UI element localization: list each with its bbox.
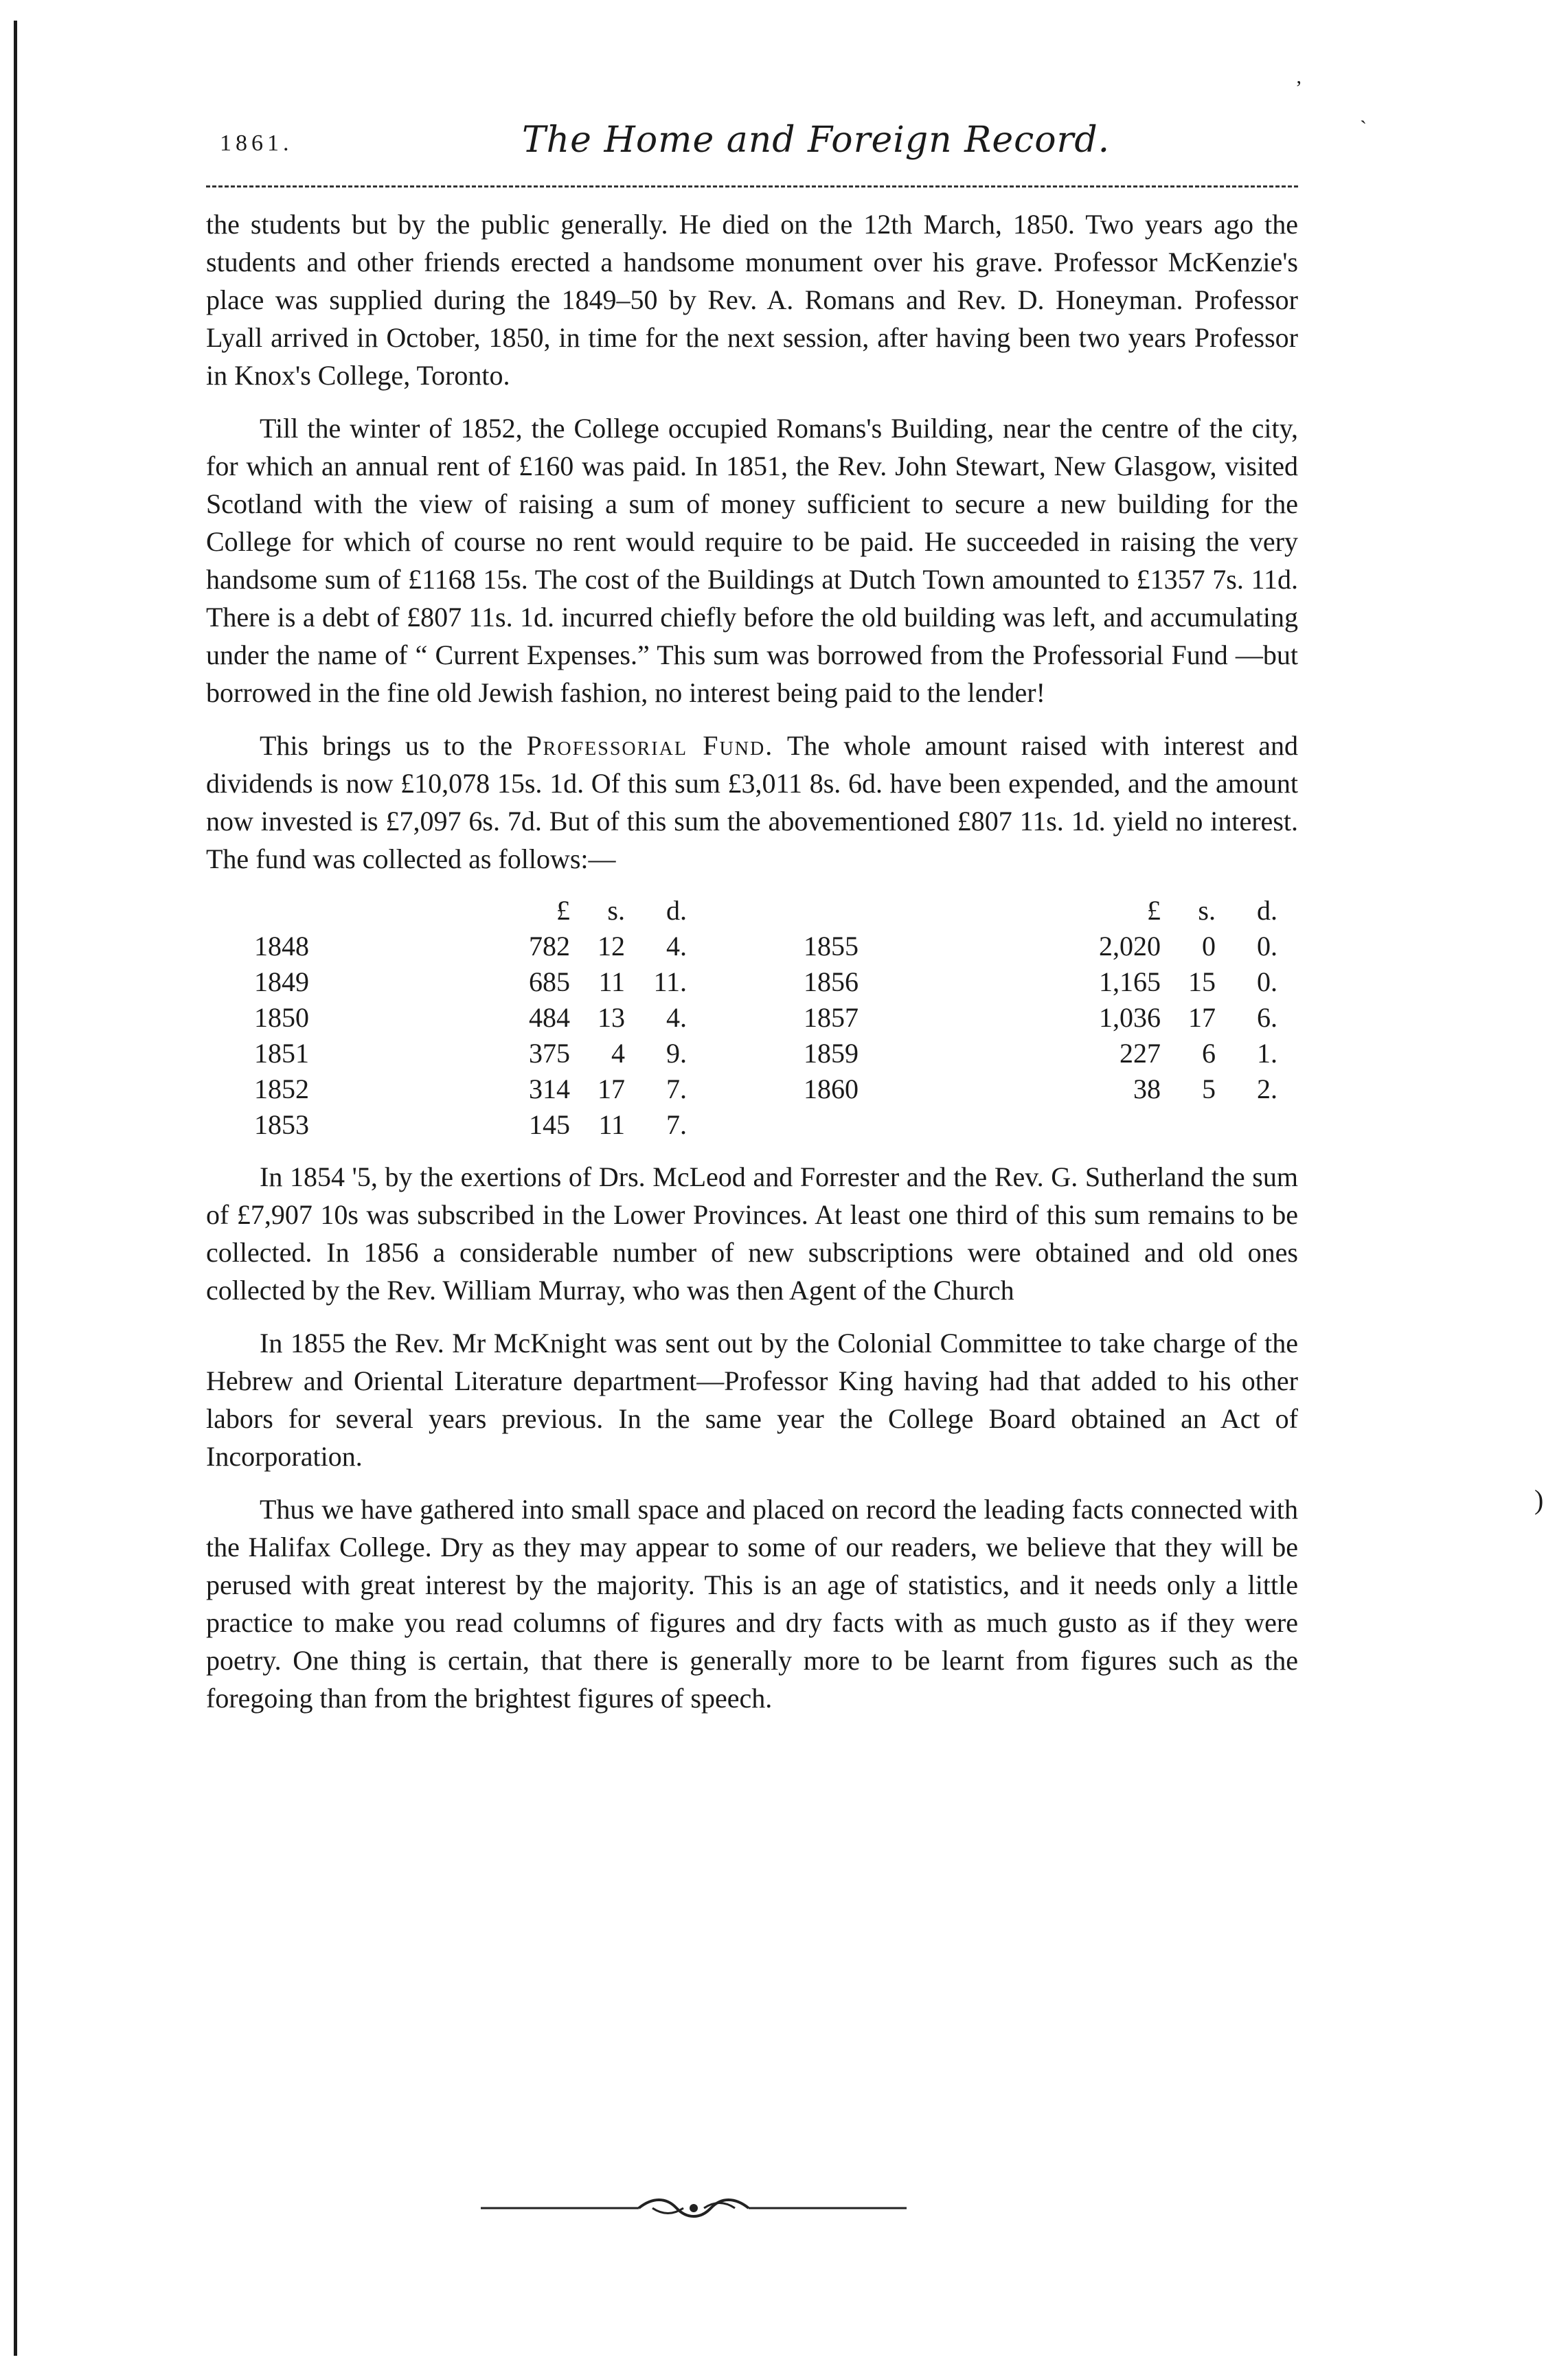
paragraph-6: Thus we have gathered into small space and placed on record the leading facts connected with the Halifax College. Dry as they may appear to some of our readers, we believe that they will be perused with great interest by the majority. This is an age of statistics, and it needs only a little practice to make you read columns of figures and dry facts with as much gusto as if they were poetry. One thing is certain, that there is generally more to be learnt from figures such as the foregoing than from the brightest figures of speech.: [206, 1494, 1298, 1714]
shillings-cell: 11: [598, 1109, 625, 1140]
year-cell: 1856: [804, 966, 859, 997]
year-cell: 1853: [254, 1109, 309, 1140]
pounds-cell: 375: [529, 1038, 570, 1069]
document-page: [206, 117, 1298, 1732]
shillings-cell: 17: [1188, 1002, 1216, 1033]
pence-header: d.: [1257, 895, 1277, 926]
pounds-cell: 1,165: [1099, 966, 1161, 997]
stray-mark: ): [1534, 1484, 1544, 1515]
pounds-header: £: [1147, 895, 1161, 926]
pounds-cell: 685: [529, 966, 570, 997]
pence-cell: 7.: [666, 1109, 687, 1140]
scan-edge-line: [14, 21, 17, 2356]
pounds-cell: 145: [529, 1109, 570, 1140]
paragraph-3: [206, 727, 1298, 878]
fund-table-row: [206, 1107, 728, 1143]
stray-mark: ˋ: [1360, 117, 1367, 139]
pounds-header: £: [556, 895, 570, 926]
pence-cell: 4.: [666, 931, 687, 962]
fund-table-row: [776, 964, 1298, 1000]
paragraph-2: Till the winter of 1852, the College occupied Romans's Building, near the centre of the city, for which an annual rent of £160 was paid. In 1851, the Rev. John Stewart, New Glasgow, visited Scotland with the view of raising a sum of money sufficient to secure a new building for the College for which of course no rent would require to be paid. He succeeded in raising the very handsome sum of £1168 15s. The cost of the Buildings at Dutch Town amounted to £1357 7s. 11d. There is a debt of £807 11s. 1d. incurred chiefly before the old building was left, and accumulating under the name of “ Current Expenses.” This sum was borrowed from the Professorial Fund —but borrowed in the fine old Jewish fashion, no interest being paid to the lender!: [206, 413, 1298, 708]
year-cell: 1849: [254, 966, 309, 997]
fund-table-row: [206, 964, 728, 1000]
shillings-header: s.: [1198, 895, 1216, 926]
pence-cell: 0.: [1257, 931, 1277, 962]
shillings-cell: 12: [598, 931, 625, 962]
pence-cell: 4.: [666, 1002, 687, 1033]
shillings-cell: 17: [598, 1073, 625, 1104]
fund-table-left-column: [206, 893, 728, 1143]
shillings-cell: 15: [1188, 966, 1216, 997]
fund-table-row: [206, 1036, 728, 1071]
pence-cell: 6.: [1257, 1002, 1277, 1033]
pounds-cell: 2,020: [1099, 931, 1161, 962]
year-header: [206, 893, 426, 929]
fund-table-row: [776, 929, 1298, 964]
year-cell: 1850: [254, 1002, 309, 1033]
running-head: [206, 117, 1298, 172]
header-rule: [206, 185, 1298, 188]
year-cell: 1852: [254, 1073, 309, 1104]
paragraph-5: In 1855 the Rev. Mr McKnight was sent out by the Colonial Committee to take charge of the Hebrew and Oriental Literature department—Professor King having had that added to his other labors for several years previous. In the same year the College Board obtained an Act of Incorporation.: [206, 1328, 1298, 1472]
stray-mark: ʼ: [1295, 77, 1302, 100]
fund-table-row: [776, 1036, 1298, 1071]
shillings-cell: 0: [1202, 931, 1216, 962]
fund-table-row: [206, 929, 728, 964]
running-title: The Home and Foreign Record.: [522, 120, 1111, 161]
fund-table-header: [206, 893, 728, 929]
pence-cell: 2.: [1257, 1073, 1277, 1104]
pence-cell: 9.: [666, 1038, 687, 1069]
paragraph-3-lead: This brings us to the: [260, 730, 527, 761]
shillings-cell: 13: [598, 1002, 625, 1033]
fund-table: [206, 893, 1298, 1143]
pounds-cell: 227: [1120, 1038, 1161, 1069]
pounds-cell: 782: [529, 931, 570, 962]
fund-table-right-column: [776, 893, 1298, 1143]
pounds-cell: 38: [1133, 1073, 1161, 1104]
year-cell: 1851: [254, 1038, 309, 1069]
year-cell: 1857: [804, 1002, 859, 1033]
pounds-cell: 1,036: [1099, 1002, 1161, 1033]
pounds-cell: 314: [529, 1073, 570, 1104]
professorial-fund-heading: Professorial Fund.: [526, 730, 774, 761]
pounds-cell: 484: [529, 1002, 570, 1033]
shillings-cell: 4: [611, 1038, 625, 1069]
paragraph-1: the students but by the public generally. He died on the 12th March, 1850. Two years ago the students and other friends erected a handsome monument over his grave. Professor McKenzie's place was supplied during the 1849–50 by Rev. A. Romans and Rev. D. Honeyman. Professor Lyall arrived in October, 1850, in time for the next session, after having been two years Professor in Knox's College, Toronto.: [206, 209, 1298, 391]
pence-header: d.: [666, 895, 687, 926]
year-cell: 1859: [804, 1038, 859, 1069]
fund-table-row: [206, 1071, 728, 1107]
pence-cell: 0.: [1257, 966, 1277, 997]
shillings-cell: 6: [1202, 1038, 1216, 1069]
year-cell: 1848: [254, 931, 309, 962]
fund-table-header: [776, 893, 1298, 929]
pence-cell: 11.: [653, 966, 687, 997]
page-number: 1861.: [220, 130, 293, 156]
fund-table-row: [776, 1000, 1298, 1036]
fund-table-row: [776, 1071, 1298, 1107]
shillings-cell: 11: [598, 966, 625, 997]
year-cell: 1860: [804, 1073, 859, 1104]
year-cell: 1855: [804, 931, 859, 962]
pence-cell: 1.: [1257, 1038, 1277, 1069]
shillings-header: s.: [607, 895, 625, 926]
year-header: [776, 893, 962, 929]
paragraph-4: In 1854 '5, by the exertions of Drs. McLeod and Forrester and the Rev. G. Sutherland the sum of £7,907 10s was subscribed in the Lower Provinces. At least one third of this sum remains to be collected. In 1856 a considerable number of new subscriptions were obtained and old ones collected by the Rev. William Murray, who was then Agent of the Church: [206, 1161, 1298, 1306]
paragraph-3-rest: The whole amount raised with interest and dividends is now £10,078 15s. 1d. Of this sum £3,011 8s. 6d. have been expended, and the amount now invested is £7,097 6s. 7d. But of this sum the abovementioned £807 11s. 1d. yield no interest. The fund was collected as follows:—: [206, 730, 1299, 874]
closing-ornament: [481, 2194, 907, 2222]
pence-cell: 7.: [666, 1073, 687, 1104]
shillings-cell: 5: [1202, 1073, 1216, 1104]
fund-table-row: [206, 1000, 728, 1036]
